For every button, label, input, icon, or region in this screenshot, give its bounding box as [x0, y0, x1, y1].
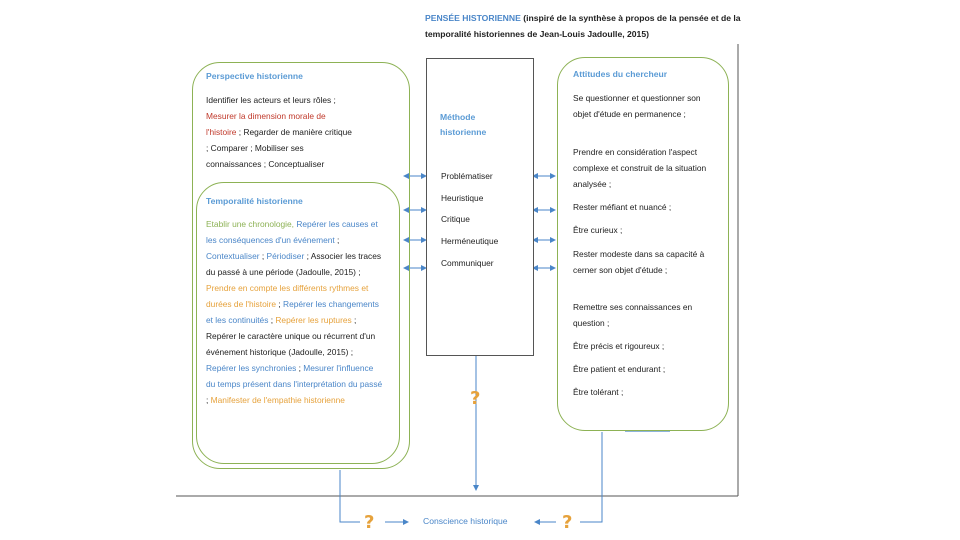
temporalite-header: Temporalité historienne	[206, 196, 303, 206]
perspective-line	[206, 124, 396, 140]
title-highlight: PENSÉE HISTORIENNE	[425, 13, 521, 23]
diagram-title	[425, 10, 755, 42]
perspective-header: Perspective historienne	[206, 71, 303, 81]
temporalite-segment: ; Repérer le caractère unique ou récurrent d'un événement historique (Jadoulle, 2015) ;	[206, 315, 376, 357]
perspective-line-text: Identifier les acteurs et leurs rôles ;	[206, 95, 336, 105]
temporalite-segment: ; Associer les traces du passé à une période (Jadoulle, 2015) ;	[206, 251, 382, 277]
temporalite-segment: Prendre en compte les différents rythmes et durées de l'histoire	[206, 283, 369, 309]
title-rest: (inspiré de la synthèse à propos de la pensée et de la temporalité historiennes de Jean-Louis Jadoulle, 2015)	[425, 13, 741, 39]
methode-item: Problématiser	[441, 171, 493, 181]
temporalite-segment: Repérer les ruptures	[275, 315, 352, 325]
perspective-line	[206, 108, 396, 124]
perspective-line-suffix: ; Regarder de manière critique	[236, 127, 352, 137]
temporalite-text	[206, 216, 384, 408]
perspective-line-text: l'histoire	[206, 127, 237, 137]
question-mark-center: ?	[470, 388, 481, 409]
attitude-item: Rester méfiant et nuancé ;	[573, 202, 672, 212]
methode-box	[426, 58, 534, 356]
question-mark-right: ?	[562, 512, 573, 533]
temporalite-segment: ;	[268, 315, 276, 325]
temporalite-segment: ;	[259, 251, 267, 261]
question-mark-left: ?	[364, 512, 375, 533]
temporalite-segment: ;	[296, 363, 304, 373]
temporalite-segment: ;	[334, 235, 340, 245]
perspective-line-text: Mesurer la dimension morale de	[206, 111, 326, 121]
conscience-historique-label: Conscience historique	[423, 516, 508, 526]
attitude-item: Être tolérant ;	[573, 387, 624, 397]
temporalite-segment: Etablir une chronologie,	[206, 219, 297, 229]
temporalite-segment: ;	[206, 395, 211, 405]
attitude-item: Prendre en considération l'aspect complexe et construit de la situation analysée ;	[573, 147, 707, 189]
temporalite-segment: Repérer les causes et les conséquences d'un événement	[206, 219, 378, 245]
attitudes-header: Attitudes du chercheur	[573, 69, 668, 79]
perspective-line-text: ; Comparer ; Mobiliser ses	[206, 143, 304, 153]
perspective-line	[206, 92, 396, 108]
temporalite-segment: Manifester de l'empathie historienne	[210, 395, 345, 405]
temporalite-segment: Mesurer l'influence du temps présent dans l'interprétation du passé	[206, 363, 383, 389]
temporalite-segment: Périodiser	[266, 251, 305, 261]
perspective-line-text: connaissances ; Conceptualiser	[206, 159, 325, 169]
perspective-text	[206, 92, 396, 172]
methode-item: Herméneutique	[441, 236, 499, 246]
attitude-item: Se questionner et questionner son objet d'étude en permanence ;	[573, 93, 701, 119]
methode-item: Critique	[441, 214, 470, 224]
temporalite-segment: Repérer les synchronies	[206, 363, 297, 373]
perspective-line	[206, 156, 396, 172]
attitude-item: Être curieux ;	[573, 225, 623, 235]
perspective-line	[206, 140, 396, 156]
methode-item: Heuristique	[441, 193, 484, 203]
attitude-item: Être patient et endurant ;	[573, 364, 666, 374]
methode-header: Méthode historienne	[440, 112, 487, 137]
temporalite-segment: Contextualiser	[206, 251, 260, 261]
methode-item: Communiquer	[441, 258, 494, 268]
attitude-item: Être précis et rigoureux ;	[573, 341, 665, 351]
temporalite-segment: Repérer les changements et les continuités	[206, 299, 379, 325]
temporalite-segment: ;	[276, 299, 284, 309]
attitude-item: Rester modeste dans sa capacité à cerner son objet d'étude ;	[573, 249, 705, 275]
attitude-item: Remettre ses connaissances en question ;	[573, 302, 693, 328]
